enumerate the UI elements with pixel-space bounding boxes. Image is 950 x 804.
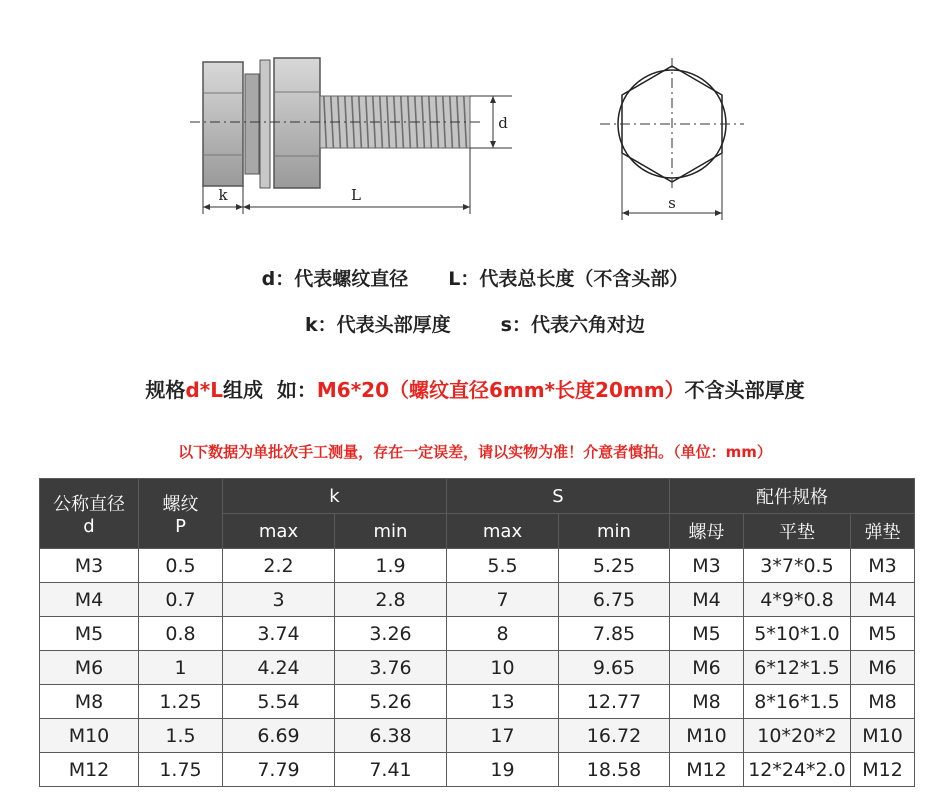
table-cell: 7.85 <box>559 617 670 651</box>
s-dimension-label: s <box>668 194 676 212</box>
header-k-min: min <box>335 514 447 549</box>
table-cell: M12 <box>851 753 915 787</box>
table-cell: 6.69 <box>223 719 335 753</box>
header-s-min: min <box>559 514 670 549</box>
table-row <box>40 685 915 719</box>
table-cell: 12*24*2.0 <box>744 753 851 787</box>
d-dimension-label: d <box>498 114 508 132</box>
table-cell: 1.5 <box>139 719 223 753</box>
spec-formula: d*L <box>185 378 223 402</box>
bolt-diagram <box>0 0 950 240</box>
table-cell: 6*12*1.5 <box>744 651 851 685</box>
legend-k: k：代表头部厚度 <box>305 314 451 336</box>
bolt-head <box>203 62 243 186</box>
table-cell: M8 <box>670 685 744 719</box>
k-dimension-label: k <box>218 186 228 204</box>
table-cell: 8*16*1.5 <box>744 685 851 719</box>
header-pitch: 螺纹 P <box>139 479 223 549</box>
table-cell: M4 <box>40 583 139 617</box>
header-k-max: max <box>223 514 335 549</box>
table-row <box>40 549 915 583</box>
table-cell: 4*9*0.8 <box>744 583 851 617</box>
legend-d: d：代表螺纹直径 <box>261 268 409 290</box>
table-cell: 1.75 <box>139 753 223 787</box>
measurement-notice: 以下数据为单批次手工测量，存在一定误差，请以实物为准！介意者慎拍。（单位：mm） <box>178 443 772 461</box>
table-cell: 7.79 <box>223 753 335 787</box>
table-cell: 0.8 <box>139 617 223 651</box>
table-cell: 1.25 <box>139 685 223 719</box>
legend-row-1 <box>0 264 950 291</box>
spec-table-body <box>40 549 915 787</box>
table-cell: 9.65 <box>559 651 670 685</box>
table-cell: M3 <box>670 549 744 583</box>
header-nominal-diameter: 公称直径 d <box>40 479 139 549</box>
header-nut: 螺母 <box>670 514 744 549</box>
table-cell: 8 <box>447 617 559 651</box>
table-cell: 10*20*2 <box>744 719 851 753</box>
table-cell: M3 <box>851 549 915 583</box>
table-cell: 18.58 <box>559 753 670 787</box>
header-s-max: max <box>447 514 559 549</box>
table-cell: M12 <box>670 753 744 787</box>
table-cell: 5.25 <box>559 549 670 583</box>
table-cell: M5 <box>40 617 139 651</box>
table-cell: 3 <box>223 583 335 617</box>
spec-prefix: 规格 <box>145 378 186 402</box>
table-cell: M4 <box>670 583 744 617</box>
table-cell: 3*7*0.5 <box>744 549 851 583</box>
hex-top-view <box>600 58 744 220</box>
flat-washer-shape <box>260 60 270 188</box>
table-row <box>40 753 915 787</box>
table-cell: 7.41 <box>335 753 447 787</box>
header-parts: 配件规格 <box>670 479 915 514</box>
table-cell: 3.76 <box>335 651 447 685</box>
table-cell: 3.74 <box>223 617 335 651</box>
header-flat-washer: 平垫 <box>744 514 851 549</box>
table-cell: 17 <box>447 719 559 753</box>
table-cell: 3.26 <box>335 617 447 651</box>
table-cell: 6.38 <box>335 719 447 753</box>
spec-line <box>0 374 950 403</box>
header-k: k <box>223 479 447 514</box>
header-s: S <box>447 479 670 514</box>
table-cell: 7 <box>447 583 559 617</box>
table-cell: 1 <box>139 651 223 685</box>
table-cell: 5.5 <box>447 549 559 583</box>
table-cell: 5*10*1.0 <box>744 617 851 651</box>
table-cell: 2.2 <box>223 549 335 583</box>
table-cell: M3 <box>40 549 139 583</box>
table-cell: M10 <box>670 719 744 753</box>
table-cell: 0.7 <box>139 583 223 617</box>
table-cell: M10 <box>851 719 915 753</box>
table-cell: 1.9 <box>335 549 447 583</box>
legend-row-2 <box>0 310 950 337</box>
table-cell: M8 <box>40 685 139 719</box>
spec-note: 不含头部厚度 <box>684 378 805 402</box>
table-cell: 5.54 <box>223 685 335 719</box>
table-cell: 16.72 <box>559 719 670 753</box>
spring-washer-shape <box>245 74 259 174</box>
table-cell: 4.24 <box>223 651 335 685</box>
table-cell: M4 <box>851 583 915 617</box>
l-dimension-label: L <box>351 186 361 204</box>
table-cell: M6 <box>851 651 915 685</box>
table-cell: M12 <box>40 753 139 787</box>
legend-s: s：代表六角对边 <box>500 314 645 336</box>
nut-shape <box>274 58 320 188</box>
table-row <box>40 651 915 685</box>
table-row <box>40 719 915 753</box>
legend-l: L：代表总长度（不含头部） <box>448 268 689 290</box>
table-cell: M10 <box>40 719 139 753</box>
table-cell: 5.26 <box>335 685 447 719</box>
table-cell: 19 <box>447 753 559 787</box>
table-cell: M6 <box>670 651 744 685</box>
table-cell: 12.77 <box>559 685 670 719</box>
table-cell: 0.5 <box>139 549 223 583</box>
table-cell: M5 <box>670 617 744 651</box>
table-cell: M6 <box>40 651 139 685</box>
table-row <box>40 583 915 617</box>
table-cell: 6.75 <box>559 583 670 617</box>
table-cell: 10 <box>447 651 559 685</box>
spec-suffix: 组成 如： <box>222 378 317 402</box>
spec-example: M6*20（螺纹直径6mm*长度20mm） <box>316 378 685 402</box>
table-cell: 13 <box>447 685 559 719</box>
table-cell: 2.8 <box>335 583 447 617</box>
header-spring-washer: 弹垫 <box>851 514 915 549</box>
table-row <box>40 617 915 651</box>
table-cell: M8 <box>851 685 915 719</box>
spec-table <box>39 478 915 787</box>
table-cell: M5 <box>851 617 915 651</box>
